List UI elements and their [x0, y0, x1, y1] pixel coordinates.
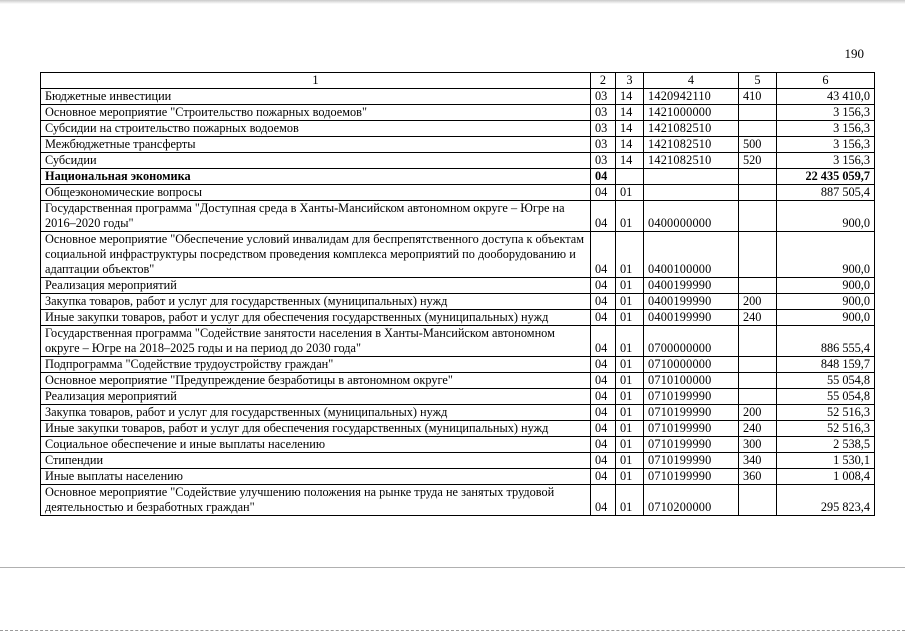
expense-type-cell: 340 [739, 453, 777, 469]
target-article-cell: 0400100000 [644, 232, 739, 278]
section-cell: 04 [591, 373, 616, 389]
budget-table [40, 72, 875, 516]
column-header-3: 3 [616, 73, 644, 89]
amount-cell: 22 435 059,7 [777, 169, 875, 185]
table-row [41, 232, 875, 278]
expense-type-cell: 500 [739, 137, 777, 153]
section-cell: 04 [591, 389, 616, 405]
expense-type-cell [739, 278, 777, 294]
target-article-cell: 0710000000 [644, 357, 739, 373]
row-name-cell: Закупка товаров, работ и услуг для государственных (муниципальных) нужд [41, 405, 591, 421]
subsection-cell [616, 169, 644, 185]
subsection-cell: 01 [616, 357, 644, 373]
row-name-cell: Подпрограмма "Содействие трудоустройству граждан" [41, 357, 591, 373]
scan-bottom-edge [0, 630, 905, 634]
amount-cell: 55 054,8 [777, 389, 875, 405]
amount-cell: 295 823,4 [777, 485, 875, 516]
amount-cell: 900,0 [777, 294, 875, 310]
table-row [41, 278, 875, 294]
section-cell: 04 [591, 278, 616, 294]
section-cell: 04 [591, 453, 616, 469]
table-row [41, 294, 875, 310]
target-article-cell: 0400000000 [644, 201, 739, 232]
target-article-cell: 0710199990 [644, 389, 739, 405]
subsection-cell: 01 [616, 421, 644, 437]
subsection-cell: 14 [616, 105, 644, 121]
row-name-cell: Межбюджетные трансферты [41, 137, 591, 153]
section-cell: 03 [591, 137, 616, 153]
column-header-1: 1 [41, 73, 591, 89]
expense-type-cell [739, 105, 777, 121]
table-row [41, 453, 875, 469]
expense-type-cell: 520 [739, 153, 777, 169]
subsection-cell: 01 [616, 485, 644, 516]
row-name-cell: Иные выплаты населению [41, 469, 591, 485]
table-row [41, 469, 875, 485]
scan-separator-line [0, 567, 905, 568]
section-cell: 03 [591, 105, 616, 121]
subsection-cell: 01 [616, 232, 644, 278]
section-cell: 04 [591, 185, 616, 201]
subsection-cell: 14 [616, 121, 644, 137]
section-cell: 04 [591, 421, 616, 437]
expense-type-cell: 360 [739, 469, 777, 485]
column-number-row [41, 73, 875, 89]
subsection-cell: 01 [616, 201, 644, 232]
row-name-cell: Государственная программа "Доступная среда в Ханты-Мансийском автономном округе – Югре на 2016–2020 годы" [41, 201, 591, 232]
target-article-cell: 1420942110 [644, 89, 739, 105]
subsection-cell: 01 [616, 310, 644, 326]
row-name-cell: Реализация мероприятий [41, 389, 591, 405]
section-cell: 04 [591, 201, 616, 232]
subsection-cell: 01 [616, 278, 644, 294]
table-row [41, 89, 875, 105]
row-name-cell: Основное мероприятие "Строительство пожарных водоемов" [41, 105, 591, 121]
expense-type-cell [739, 326, 777, 357]
target-article-cell: 0710100000 [644, 373, 739, 389]
row-name-cell: Бюджетные инвестиции [41, 89, 591, 105]
amount-cell: 1 008,4 [777, 469, 875, 485]
amount-cell: 1 530,1 [777, 453, 875, 469]
target-article-cell: 1421082510 [644, 137, 739, 153]
target-article-cell: 0710199990 [644, 453, 739, 469]
amount-cell: 900,0 [777, 201, 875, 232]
row-name-cell: Стипендии [41, 453, 591, 469]
row-name-cell: Основное мероприятие "Содействие улучшению положения на рынке труда не занятых трудовой деятельностью и безработных граждан" [41, 485, 591, 516]
target-article-cell: 0710199990 [644, 421, 739, 437]
section-cell: 04 [591, 232, 616, 278]
expense-type-cell: 240 [739, 421, 777, 437]
table-row [41, 310, 875, 326]
subsection-cell: 14 [616, 89, 644, 105]
expense-type-cell [739, 169, 777, 185]
row-name-cell: Иные закупки товаров, работ и услуг для обеспечения государственных (муниципальных) нужд [41, 421, 591, 437]
target-article-cell: 0710199990 [644, 437, 739, 453]
expense-type-cell [739, 357, 777, 373]
table-row [41, 201, 875, 232]
section-cell: 04 [591, 437, 616, 453]
table-row [41, 137, 875, 153]
row-name-cell: Основное мероприятие "Обеспечение условий инвалидам для беспрепятственного доступа к объектам социальной инфраструктуры посредством проведения комплекса мероприятий по дооборудованию и адаптации объектов" [41, 232, 591, 278]
table-row [41, 169, 875, 185]
expense-type-cell [739, 373, 777, 389]
table-row [41, 185, 875, 201]
table-row [41, 485, 875, 516]
target-article-cell: 0400199990 [644, 294, 739, 310]
expense-type-cell: 410 [739, 89, 777, 105]
row-name-cell: Реализация мероприятий [41, 278, 591, 294]
table-row [41, 421, 875, 437]
row-name-cell: Субсидии на строительство пожарных водоемов [41, 121, 591, 137]
row-name-cell: Государственная программа "Содействие занятости населения в Ханты-Мансийском автономном округе – Югре на 2018–2025 годы и на период до 2030 года" [41, 326, 591, 357]
row-name-cell: Закупка товаров, работ и услуг для государственных (муниципальных) нужд [41, 294, 591, 310]
expense-type-cell: 240 [739, 310, 777, 326]
target-article-cell: 1421082510 [644, 121, 739, 137]
amount-cell: 886 555,4 [777, 326, 875, 357]
amount-cell: 2 538,5 [777, 437, 875, 453]
subsection-cell: 01 [616, 469, 644, 485]
subsection-cell: 01 [616, 326, 644, 357]
target-article-cell: 0400199990 [644, 278, 739, 294]
amount-cell: 848 159,7 [777, 357, 875, 373]
subsection-cell: 01 [616, 437, 644, 453]
amount-cell: 55 054,8 [777, 373, 875, 389]
row-name-cell: Национальная экономика [41, 169, 591, 185]
column-header-2: 2 [591, 73, 616, 89]
expense-type-cell [739, 389, 777, 405]
amount-cell: 3 156,3 [777, 137, 875, 153]
table-row [41, 373, 875, 389]
expense-type-cell: 200 [739, 405, 777, 421]
section-cell: 04 [591, 294, 616, 310]
target-article-cell: 0700000000 [644, 326, 739, 357]
amount-cell: 52 516,3 [777, 421, 875, 437]
row-name-cell: Иные закупки товаров, работ и услуг для обеспечения государственных (муниципальных) нужд [41, 310, 591, 326]
expense-type-cell [739, 185, 777, 201]
section-cell: 04 [591, 469, 616, 485]
amount-cell: 3 156,3 [777, 121, 875, 137]
table-row [41, 405, 875, 421]
row-name-cell: Субсидии [41, 153, 591, 169]
section-cell: 03 [591, 89, 616, 105]
subsection-cell: 14 [616, 137, 644, 153]
expense-type-cell [739, 485, 777, 516]
table-row [41, 326, 875, 357]
table-row [41, 437, 875, 453]
subsection-cell: 01 [616, 453, 644, 469]
budget-table-body [41, 73, 875, 516]
section-cell: 03 [591, 153, 616, 169]
table-row [41, 121, 875, 137]
column-header-6: 6 [777, 73, 875, 89]
table-row [41, 357, 875, 373]
expense-type-cell [739, 232, 777, 278]
subsection-cell: 01 [616, 185, 644, 201]
section-cell: 04 [591, 485, 616, 516]
target-article-cell: 0400199990 [644, 310, 739, 326]
row-name-cell: Основное мероприятие "Предупреждение безработицы в автономном округе" [41, 373, 591, 389]
section-cell: 03 [591, 121, 616, 137]
target-article-cell: 1421000000 [644, 105, 739, 121]
amount-cell: 900,0 [777, 278, 875, 294]
page-number: 190 [844, 46, 864, 61]
section-cell: 04 [591, 357, 616, 373]
target-article-cell [644, 185, 739, 201]
target-article-cell: 0710200000 [644, 485, 739, 516]
target-article-cell [644, 169, 739, 185]
column-header-5: 5 [739, 73, 777, 89]
target-article-cell: 0710199990 [644, 469, 739, 485]
amount-cell: 52 516,3 [777, 405, 875, 421]
expense-type-cell [739, 201, 777, 232]
subsection-cell: 01 [616, 405, 644, 421]
subsection-cell: 01 [616, 389, 644, 405]
subsection-cell: 01 [616, 373, 644, 389]
target-article-cell: 0710199990 [644, 405, 739, 421]
section-cell: 04 [591, 310, 616, 326]
subsection-cell: 14 [616, 153, 644, 169]
expense-type-cell: 300 [739, 437, 777, 453]
amount-cell: 900,0 [777, 310, 875, 326]
amount-cell: 3 156,3 [777, 105, 875, 121]
row-name-cell: Общеэкономические вопросы [41, 185, 591, 201]
amount-cell: 887 505,4 [777, 185, 875, 201]
section-cell: 04 [591, 169, 616, 185]
section-cell: 04 [591, 405, 616, 421]
section-cell: 04 [591, 326, 616, 357]
table-row [41, 105, 875, 121]
amount-cell: 900,0 [777, 232, 875, 278]
amount-cell: 43 410,0 [777, 89, 875, 105]
expense-type-cell [739, 121, 777, 137]
table-row [41, 153, 875, 169]
target-article-cell: 1421082510 [644, 153, 739, 169]
expense-type-cell: 200 [739, 294, 777, 310]
table-row [41, 389, 875, 405]
scan-top-edge [0, 0, 905, 4]
row-name-cell: Социальное обеспечение и иные выплаты населению [41, 437, 591, 453]
column-header-4: 4 [644, 73, 739, 89]
subsection-cell: 01 [616, 294, 644, 310]
amount-cell: 3 156,3 [777, 153, 875, 169]
